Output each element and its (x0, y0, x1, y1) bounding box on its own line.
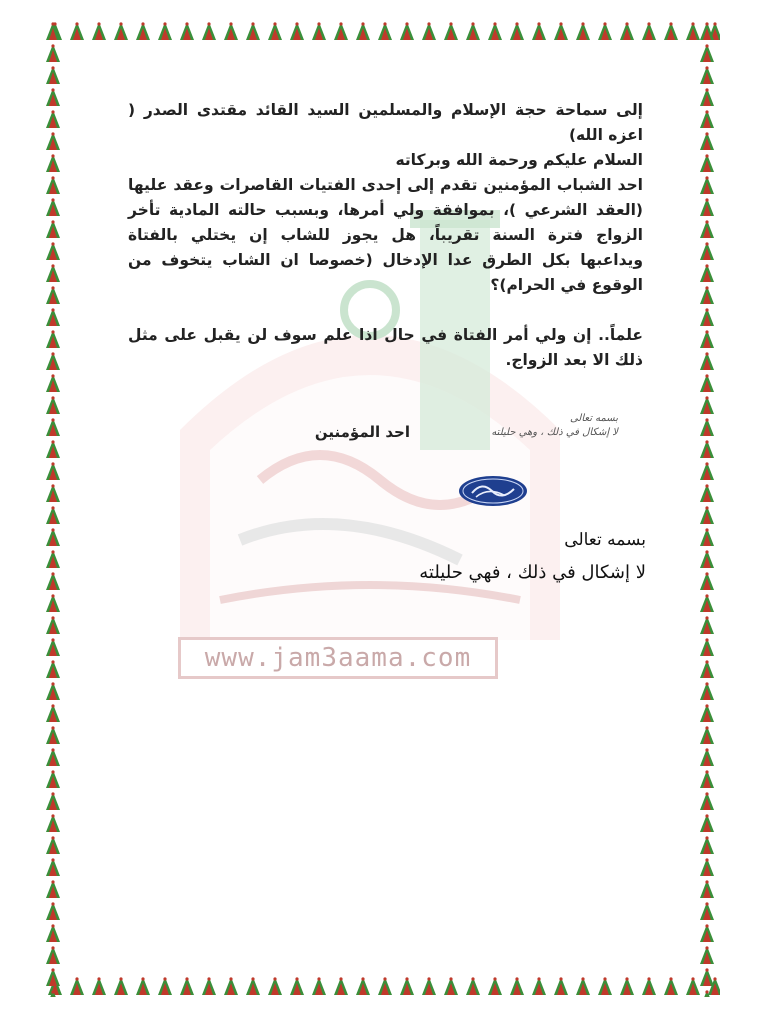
handwritten-reply (418, 412, 618, 446)
handwritten-reply-heading: بسمه تعالى (569, 413, 618, 424)
watermark-url: www.jam3aama.com (178, 637, 498, 679)
handwritten-reply-text: لا إشكال في ذلك ، وهي حليلته (491, 427, 618, 438)
letter-body (128, 98, 643, 373)
answer-heading: بسمه تعالى (564, 530, 646, 550)
decorative-border-top (44, 20, 720, 42)
letter-salutation: إلى سماحة حجة الإسلام والمسلمين السيد القائد مقتدى الصدر ( اعزه الله) (128, 101, 643, 144)
letter-question: احد الشباب المؤمنين تقدم إلى إحدى الفتيات القاصرات وعقد عليها (العقد الشرعي )، بموافقة ولي أمرها، وبسبب حالته المادية تأخر الزواج فترة السنة تقريباً، هل يجوز للشاب إن يختلي بالفتاة ويداعبها بكل الطرق عدا الإدخال (خصوصا ان الشاب يتخوف من الوقوع في الحرام)؟ (128, 176, 643, 294)
office-seal (458, 475, 528, 507)
answer-text: لا إشكال في ذلك ، فهي حليلته (419, 562, 646, 583)
decorative-border-right (696, 20, 718, 997)
decorative-border-bottom (44, 975, 720, 997)
decorative-border-left (42, 20, 64, 997)
letter-signer: احد المؤمنين (314, 423, 410, 441)
letter-greeting: السلام عليكم ورحمة الله وبركاته (395, 151, 643, 169)
letter-note: علماً.. إن ولي أمر الفتاة في حال اذا علم سوف لن يقبل على مثل ذلك الا بعد الزواج. (128, 326, 643, 369)
